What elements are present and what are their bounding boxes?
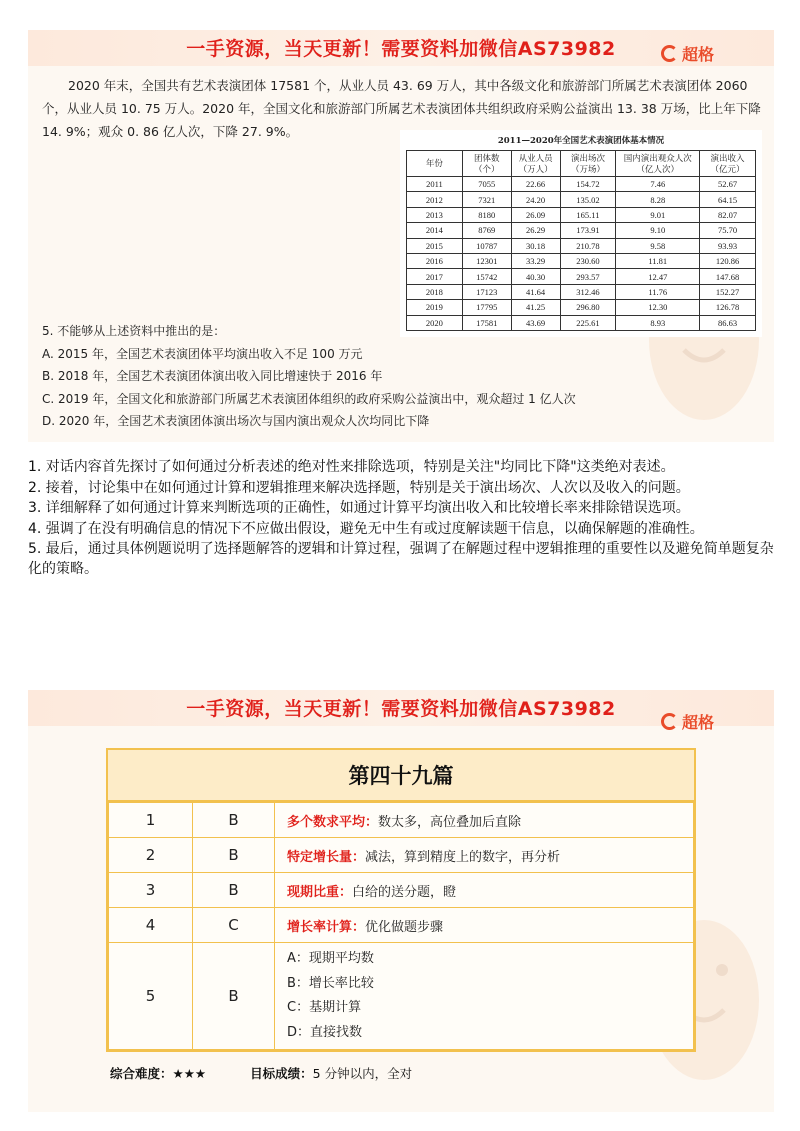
answer-tip	[275, 873, 694, 908]
question-block	[42, 320, 762, 433]
stats-cell: 2011	[407, 177, 463, 192]
answer-tip-line: B：增长率比较	[287, 975, 374, 991]
stats-cell: 33.29	[511, 253, 560, 268]
stats-cell: 8180	[462, 207, 511, 222]
stats-cell: 9.10	[616, 223, 700, 238]
answer-option: B	[193, 838, 275, 873]
stats-cell: 120.86	[700, 253, 756, 268]
answer-panel	[28, 690, 774, 1112]
stats-cell: 41.64	[511, 284, 560, 299]
stats-cell: 17795	[462, 300, 511, 315]
answer-row	[109, 838, 694, 873]
stats-cell: 2016	[407, 253, 463, 268]
stats-row	[407, 269, 756, 284]
stats-cell: 43.69	[511, 315, 560, 330]
brand-logo-text: 超格	[681, 45, 714, 64]
stats-row	[407, 300, 756, 315]
answer-option: B	[193, 873, 275, 908]
stats-cell: 17581	[462, 315, 511, 330]
stats-cell: 26.29	[511, 223, 560, 238]
stats-cell: 8769	[462, 223, 511, 238]
stats-cell: 225.61	[560, 315, 616, 330]
summary-item: 1. 对话内容首先探讨了如何通过分析表述的绝对性来排除选项，特别是关注"均同比下降"这类绝对表述。	[28, 459, 675, 475]
stats-header-cell: 演出场次（万场）	[560, 151, 616, 177]
stats-header-row	[407, 151, 756, 177]
stats-cell: 9.58	[616, 238, 700, 253]
target-score	[250, 1064, 412, 1082]
stats-cell: 10787	[462, 238, 511, 253]
answer-card-title: 第四十九篇	[108, 750, 694, 802]
answer-num: 2	[109, 838, 193, 873]
answer-tip-key: 增长率计算：	[287, 919, 366, 935]
answer-table	[108, 802, 694, 1050]
stats-cell: 154.72	[560, 177, 616, 192]
stats-cell: 30.18	[511, 238, 560, 253]
discussion-summary	[28, 458, 776, 580]
stats-cell: 52.67	[700, 177, 756, 192]
stats-cell: 26.09	[511, 207, 560, 222]
stats-cell: 11.81	[616, 253, 700, 268]
stats-cell: 12.30	[616, 300, 700, 315]
stats-cell: 135.02	[560, 192, 616, 207]
stats-cell: 2019	[407, 300, 463, 315]
question-option-d: D. 2020 年，全国艺术表演团体演出场次与国内演出观众人次均同比下降	[42, 414, 430, 428]
answer-tip-text: 优化做题步骤	[365, 919, 444, 935]
brand-logo	[661, 42, 714, 65]
answer-num: 4	[109, 908, 193, 943]
stats-table-title: 2011—2020年全国艺术表演团体基本情况	[497, 136, 665, 146]
answer-row	[109, 873, 694, 908]
target-value: 5 分钟以内，全对	[312, 1066, 413, 1081]
stats-body	[407, 177, 756, 331]
summary-item: 3. 详细解释了如何通过计算来判断选项的正确性，如通过计算平均演出收入和比较增长率来排除错误选项。	[28, 500, 690, 516]
stats-cell: 17123	[462, 284, 511, 299]
stats-cell: 296.80	[560, 300, 616, 315]
stats-cell: 41.25	[511, 300, 560, 315]
answer-row	[109, 943, 694, 1050]
answer-option: B	[193, 943, 275, 1050]
stats-header-cell: 团体数（个）	[462, 151, 511, 177]
stats-header-cell: 演出收入（亿元）	[700, 151, 756, 177]
answer-tip-text: 白给的送分题，瞪	[352, 884, 457, 900]
stats-cell: 2014	[407, 223, 463, 238]
answer-row	[109, 803, 694, 838]
stats-cell: 64.15	[700, 192, 756, 207]
stats-header-cell: 年份	[407, 151, 463, 177]
promo-banner-text: 一手资源，当天更新！需要资料加微信AS73982	[186, 698, 616, 720]
stats-cell: 2017	[407, 269, 463, 284]
answer-tip-text: 数太多，高位叠加后直除	[378, 814, 522, 830]
stats-cell: 82.07	[700, 207, 756, 222]
stats-cell: 210.78	[560, 238, 616, 253]
difficulty	[110, 1064, 206, 1082]
answer-tip	[275, 838, 694, 873]
answer-option: C	[193, 908, 275, 943]
question-panel	[28, 30, 774, 442]
answer-row	[109, 908, 694, 943]
summary-item: 4. 强调了在没有明确信息的情况下不应做出假设，避免无中生有或过度解读题干信息，以确保解题的准确性。	[28, 520, 704, 537]
target-label: 目标成绩：	[250, 1066, 313, 1081]
stats-row	[407, 223, 756, 238]
stats-cell: 2015	[407, 238, 463, 253]
stats-table-image	[400, 130, 762, 337]
answer-tip-key: 特定增长量：	[287, 849, 366, 865]
question-stem: 5. 不能够从上述资料中推出的是：	[42, 324, 226, 338]
answer-tip	[275, 908, 694, 943]
question-option-c: C. 2019 年，全国文化和旅游部门所属艺术表演团体组织的政府采购公益演出中，观众超过 1 亿人次	[42, 391, 576, 406]
stats-cell: 7055	[462, 177, 511, 192]
stats-cell: 22.66	[511, 177, 560, 192]
answer-tip-line: D：直接找数	[287, 1024, 363, 1040]
answer-num: 1	[109, 803, 193, 838]
summary-item: 5. 最后，通过具体例题说明了选择题解答的逻辑和计算过程，强调了在解题过程中逻辑推理的重要性以及避免简单题复杂化的策略。	[28, 541, 774, 577]
answers-body	[109, 803, 694, 943]
summary-item: 2. 接着，讨论集中在如何通过计算和逻辑推理来解决选择题，特别是关于演出场次、人次以及收入的问题。	[28, 479, 690, 496]
stats-cell: 9.01	[616, 207, 700, 222]
answer-tip-line: A：现期平均数	[287, 951, 374, 966]
stats-row	[407, 238, 756, 253]
stats-cell: 165.11	[560, 207, 616, 222]
stats-cell: 7.46	[616, 177, 700, 192]
stats-cell: 12301	[462, 253, 511, 268]
logo-mark-icon	[661, 713, 678, 730]
stats-cell: 86.63	[700, 315, 756, 330]
answer-option: B	[193, 803, 275, 838]
answer-card	[106, 748, 696, 1052]
stats-cell: 2020	[407, 315, 463, 330]
logo-mark-icon	[661, 45, 678, 62]
intro-paragraph: 2020 年末，全国共有艺术表演团体 17581 个，从业人员 43. 69 万人，其中各级文化和旅游部门所属艺术表演团体 2060 个，从业人员 10. 75 万人。2020 年，全国文化和旅游部门所属艺术表演团体共组织政府采购公益演出 13. 38 万场，比上年下降 14. 9%；观众 0. 86 亿人次，下降 27. 9%。	[42, 78, 761, 139]
question-option-b: B. 2018 年，全国艺术表演团体演出收入同比增速快于 2016 年	[42, 369, 383, 383]
stats-cell: 8.93	[616, 315, 700, 330]
stats-row	[407, 284, 756, 299]
stats-cell: 93.93	[700, 238, 756, 253]
stats-header-cell: 国内演出观众人次（亿人次）	[616, 151, 700, 177]
brand-logo-text: 超格	[681, 713, 714, 732]
promo-banner-text: 一手资源，当天更新！需要资料加微信AS73982	[186, 38, 616, 60]
answer-tip	[275, 943, 694, 1050]
stats-cell: 230.60	[560, 253, 616, 268]
stats-row	[407, 177, 756, 192]
difficulty-stars: ★★★	[172, 1066, 207, 1081]
stats-row	[407, 207, 756, 222]
stats-cell: 2012	[407, 192, 463, 207]
stats-cell: 15742	[462, 269, 511, 284]
stats-table	[406, 150, 756, 331]
stats-cell: 40.30	[511, 269, 560, 284]
stats-row	[407, 253, 756, 268]
stats-cell: 147.68	[700, 269, 756, 284]
answer-tip-key: 现期比重：	[287, 884, 353, 900]
answer-tip-key: 多个数求平均：	[287, 814, 379, 830]
stats-cell: 8.28	[616, 192, 700, 207]
stats-cell: 75.70	[700, 223, 756, 238]
answer-tip-text: 减法，算到精度上的数字，再分析	[365, 849, 561, 865]
stats-cell: 24.20	[511, 192, 560, 207]
brand-logo	[661, 710, 714, 733]
answer-num: 3	[109, 873, 193, 908]
answer-tip-line: C：基期计算	[287, 1000, 362, 1015]
question-option-a: A. 2015 年，全国艺术表演团体平均演出收入不足 100 万元	[42, 346, 363, 361]
stats-cell: 2018	[407, 284, 463, 299]
answer-num: 5	[109, 943, 193, 1050]
stats-cell: 312.46	[560, 284, 616, 299]
stats-cell: 293.57	[560, 269, 616, 284]
stats-header-cell: 从业人员（万人）	[511, 151, 560, 177]
stats-cell: 12.47	[616, 269, 700, 284]
stats-cell: 126.78	[700, 300, 756, 315]
answers-last	[109, 943, 694, 1050]
stats-cell: 7321	[462, 192, 511, 207]
stats-row	[407, 192, 756, 207]
answer-footer	[110, 1064, 412, 1082]
difficulty-label: 综合难度：	[110, 1066, 173, 1081]
stats-cell: 2013	[407, 207, 463, 222]
stats-cell: 152.27	[700, 284, 756, 299]
stats-cell: 173.91	[560, 223, 616, 238]
stats-cell: 11.76	[616, 284, 700, 299]
answer-tip	[275, 803, 694, 838]
